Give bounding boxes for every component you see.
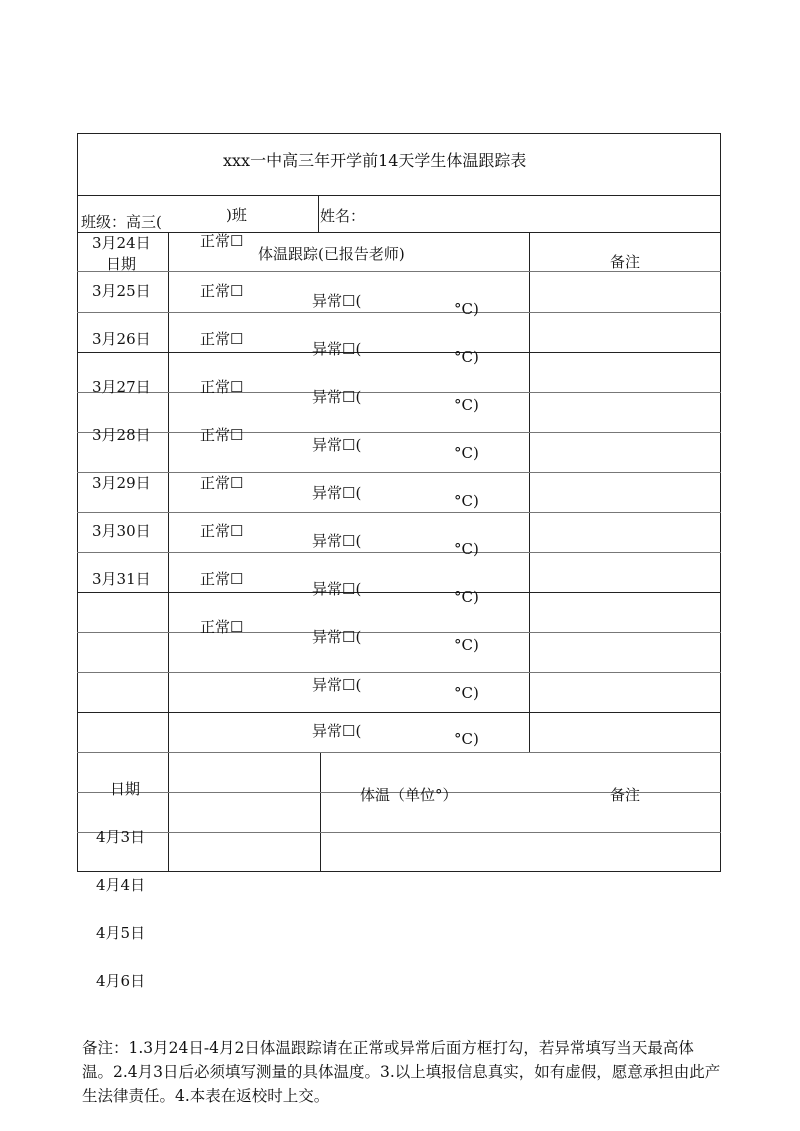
row-line-dark	[77, 712, 721, 713]
row-line	[77, 632, 721, 633]
date-cell-april: 4月5日	[96, 924, 146, 942]
date-cell-april: 4月3日	[96, 828, 146, 846]
header-remarks-2: 备注	[610, 786, 641, 804]
degree-unit: °C)	[454, 300, 479, 318]
degree-unit: °C)	[454, 730, 479, 748]
degree-unit: °C)	[454, 348, 479, 366]
frame-right	[720, 133, 721, 872]
page-title: xxx一中高三年开学前14天学生体温跟踪表	[223, 151, 527, 170]
date-cell: 3月25日	[92, 282, 151, 300]
abnormal-checkbox[interactable]: 异常☐(	[312, 340, 362, 358]
date-cell: 3月26日	[92, 330, 151, 348]
abnormal-checkbox[interactable]: 异常☐(	[312, 676, 362, 694]
degree-unit: °C)	[454, 492, 479, 510]
abnormal-checkbox[interactable]: 异常☐(	[312, 436, 362, 454]
row-line	[77, 271, 721, 272]
degree-unit: °C)	[454, 636, 479, 654]
date-cell: 3月24日	[92, 234, 151, 252]
abnormal-checkbox[interactable]: 异常☐(	[312, 532, 362, 550]
abnormal-checkbox[interactable]: 异常☐(	[312, 628, 362, 646]
row-line	[77, 672, 721, 673]
name-label: 姓名：	[320, 207, 366, 225]
normal-checkbox[interactable]: 正常☐	[200, 618, 244, 636]
date-cell-april: 4月6日	[96, 972, 146, 990]
abnormal-checkbox[interactable]: 异常☐(	[312, 388, 362, 406]
remarks-col-line	[529, 232, 530, 752]
row-line-dark	[77, 592, 721, 593]
degree-unit: °C)	[454, 588, 479, 606]
date-cell: 3月28日	[92, 426, 151, 444]
row-line	[77, 552, 721, 553]
row-line	[77, 432, 721, 433]
class-label: 班级：高三(	[81, 213, 162, 231]
normal-checkbox[interactable]: 正常☐	[200, 232, 244, 250]
frame-bottom	[77, 871, 721, 872]
abnormal-checkbox[interactable]: 异常☐(	[312, 722, 362, 740]
row-line	[77, 752, 721, 753]
date-cell: 3月31日	[92, 570, 151, 588]
date-cell-april: 4月4日	[96, 876, 146, 894]
degree-unit: °C)	[454, 396, 479, 414]
row-line	[77, 312, 721, 313]
date-cell: 3月30日	[92, 522, 151, 540]
header-tracking: 体温跟踪(已报告老师)	[258, 245, 405, 263]
degree-unit: °C)	[454, 540, 479, 558]
header-temperature: 体温（单位°）	[360, 786, 458, 804]
normal-checkbox[interactable]: 正常☐	[200, 330, 244, 348]
normal-checkbox[interactable]: 正常☐	[200, 522, 244, 540]
row-line-dark	[77, 352, 721, 353]
degree-unit: °C)	[454, 444, 479, 462]
class-suffix: )班	[226, 206, 247, 224]
row-line	[77, 472, 721, 473]
row-line	[77, 832, 721, 833]
header-date: 日期	[106, 255, 137, 273]
header-remarks: 备注	[610, 253, 641, 271]
title-divider	[77, 195, 721, 196]
temp-col-line	[320, 752, 321, 872]
row-line	[77, 392, 721, 393]
frame-left	[77, 133, 78, 872]
header-date-2: 日期	[110, 780, 141, 798]
info-divider	[77, 232, 721, 233]
abnormal-checkbox[interactable]: 异常☐(	[312, 484, 362, 502]
normal-checkbox[interactable]: 正常☐	[200, 282, 244, 300]
degree-unit: °C)	[454, 684, 479, 702]
abnormal-checkbox[interactable]: 异常☐(	[312, 580, 362, 598]
frame-top	[77, 133, 721, 134]
normal-checkbox[interactable]: 正常☐	[200, 378, 244, 396]
normal-checkbox[interactable]: 正常☐	[200, 570, 244, 588]
normal-checkbox[interactable]: 正常☐	[200, 474, 244, 492]
date-cell: 3月29日	[92, 474, 151, 492]
footnote: 备注：1.3月24日-4月2日体温跟踪请在正常或异常后面方框打勾，若异常填写当天最高体温。2.4月3日后必须填写测量的具体温度。3.以上填报信息真实，如有虚假，愿意承担由此产生法律责任。4.本表在返校时上交。	[82, 1039, 721, 1105]
row-line	[77, 512, 721, 513]
date-cell: 3月27日	[92, 378, 151, 396]
abnormal-checkbox[interactable]: 异常☐(	[312, 292, 362, 310]
normal-checkbox[interactable]: 正常☐	[200, 426, 244, 444]
